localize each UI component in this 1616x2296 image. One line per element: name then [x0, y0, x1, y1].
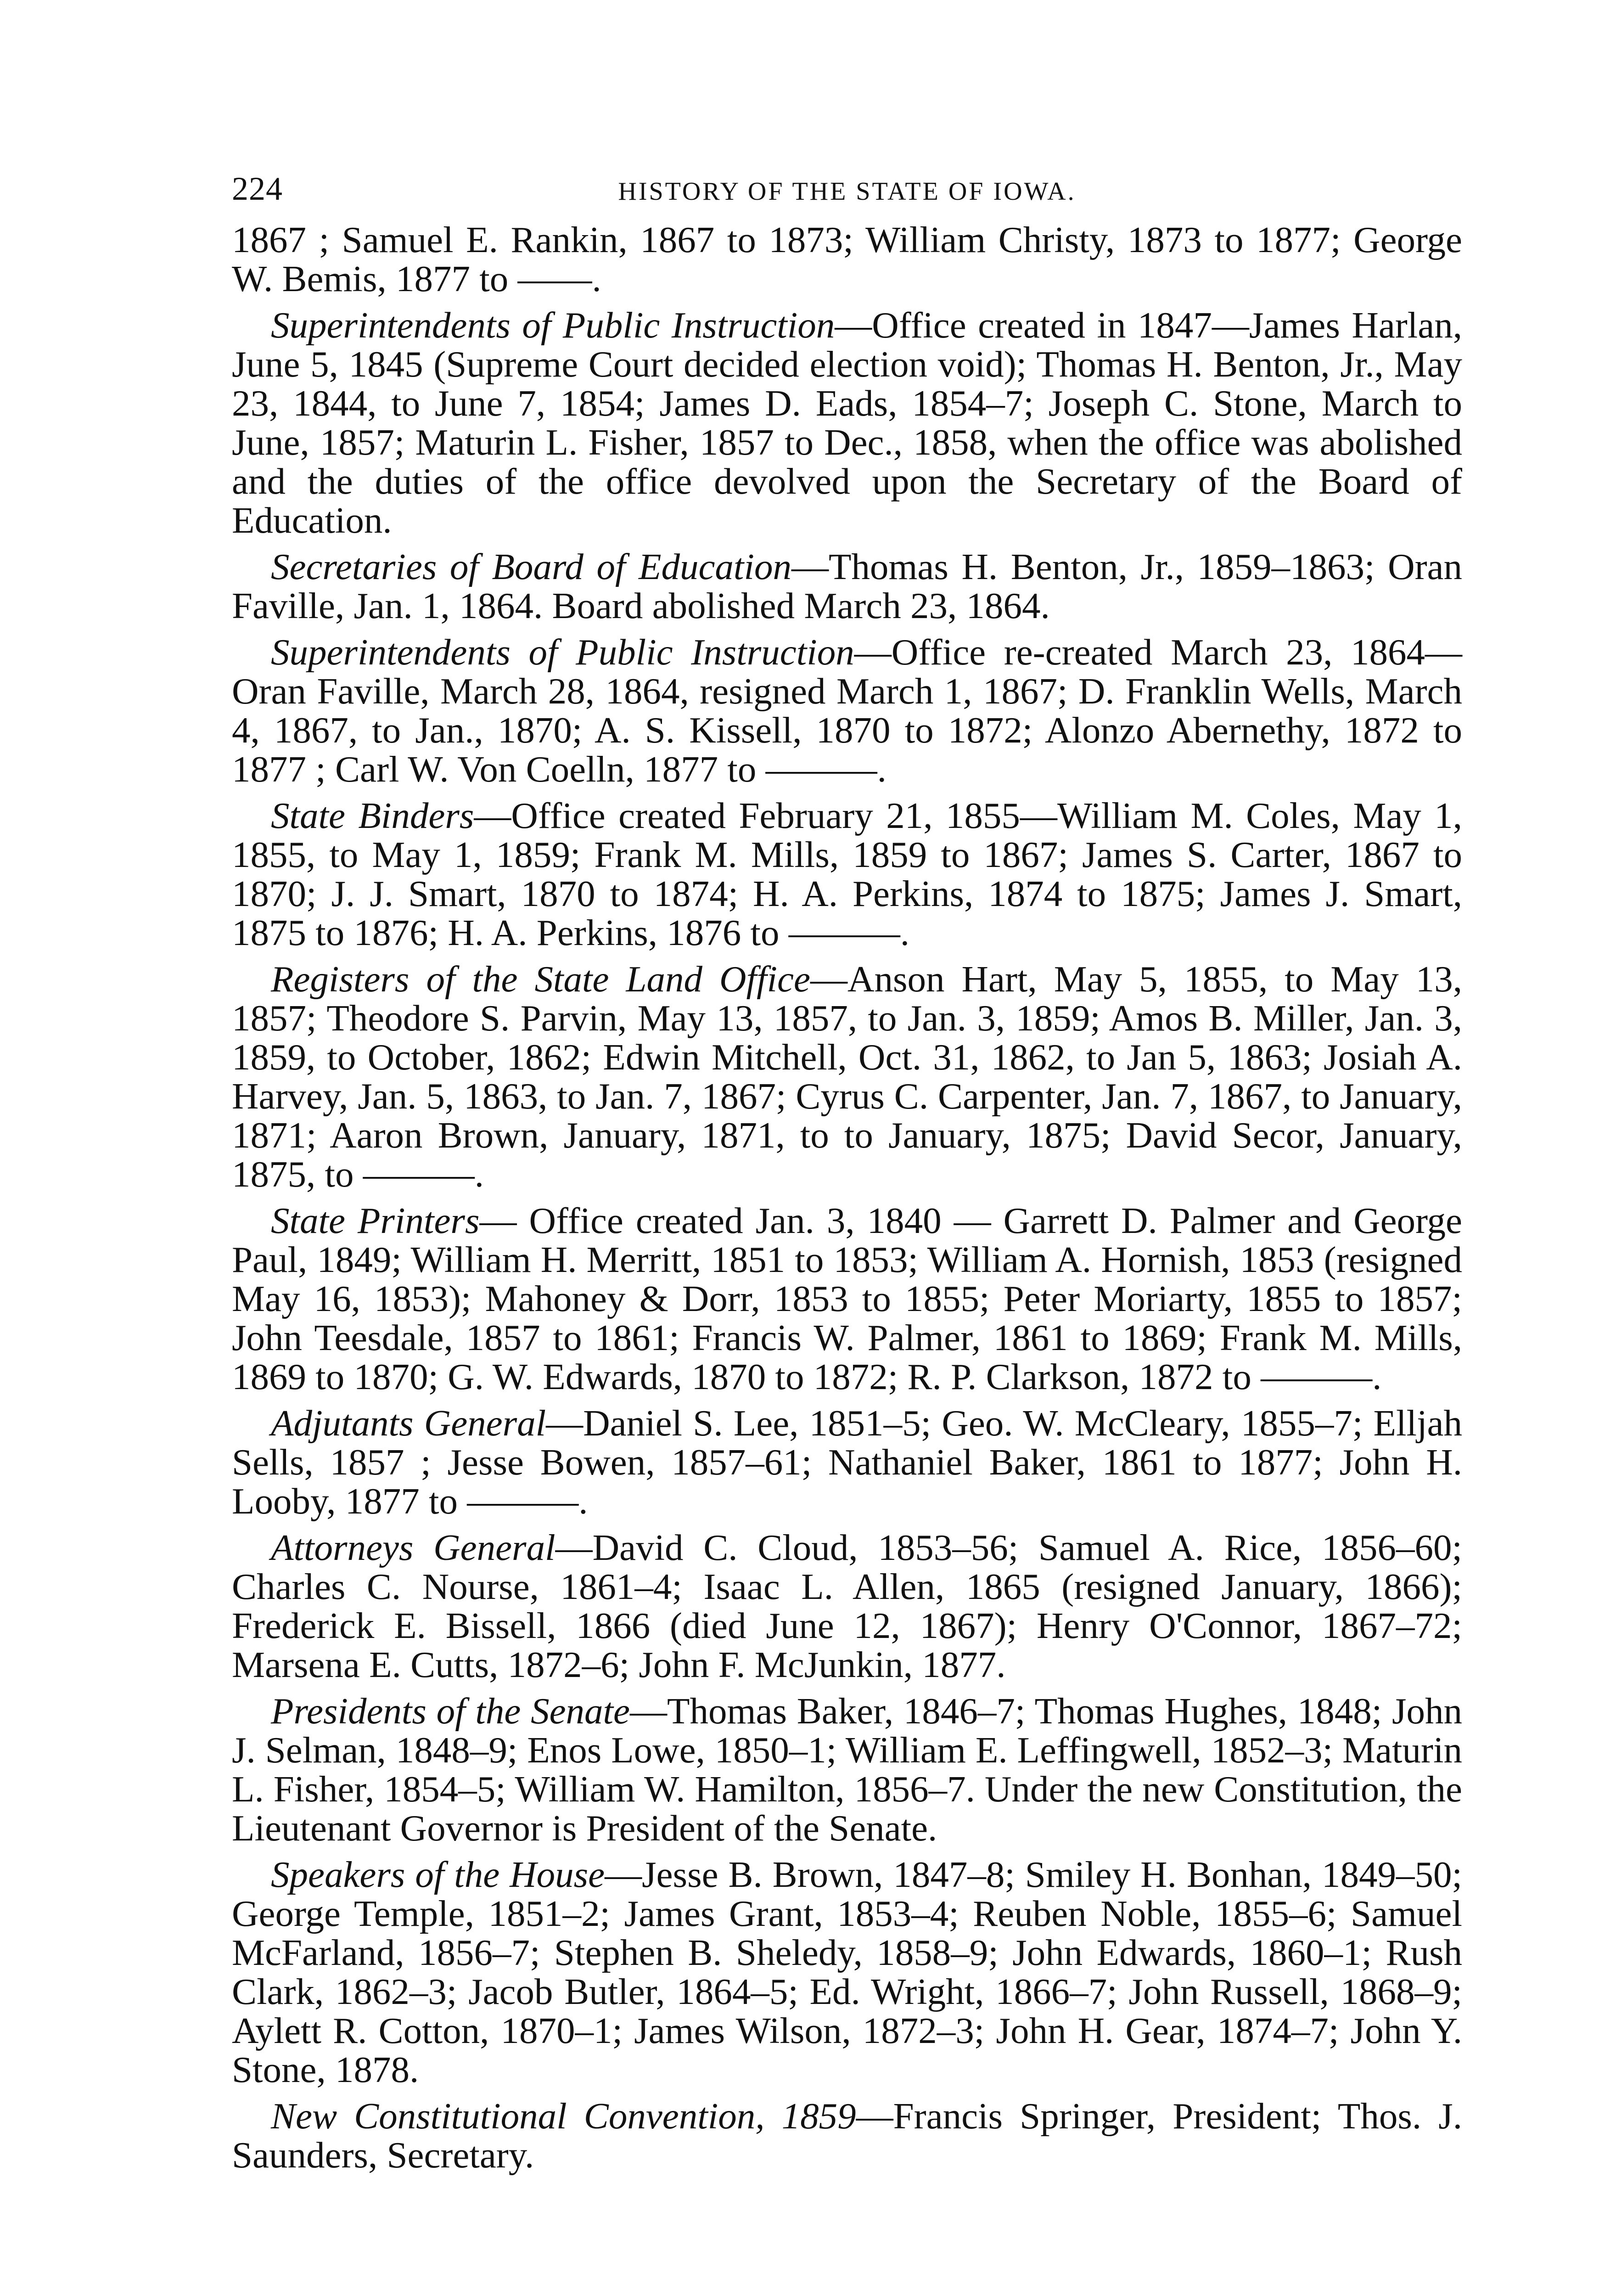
paragraph-heading: Presidents of the Senate: [271, 1690, 630, 1732]
paragraph-heading: Superintendents of Public Instruction: [271, 631, 854, 673]
paragraph-text: —Office re-created March 23, 1864—Oran Faville, March 28, 1864, resigned March 1, 1867; D. Franklin Wells, March 4, 1867, to Jan., 1870; A. S. Kissell, 1870 to 1872; Alonzo Abernethy, 1872 to 1877 ; Carl W. Von Coelln, 1877 to ———.: [232, 631, 1462, 790]
running-head: [232, 152, 1462, 220]
paragraph-text: —Office created in 1847—James Harlan, June 5, 1845 (Supreme Court decided election void); Thomas H. Benton, Jr., May 23, 1844, to June 7, 1854; James D. Eads, 1854–7; Joseph C. Stone, March to June, 1857; Maturin L. Fisher, 1857 to Dec., 1858, when the office was abolished and the duties of the office devolved upon the Secretary of the Board of Education.: [232, 304, 1462, 541]
paragraph-heading: Secretaries of Board of Education: [271, 546, 791, 587]
paragraph-heading: State Binders: [271, 795, 474, 836]
paragraph-continuation: [232, 220, 1462, 298]
document-page: [232, 152, 1462, 2182]
paragraph-text: —Office created February 21, 1855—William M. Coles, May 1, 1855, to May 1, 1859; Frank M. Mills, 1859 to 1867; James S. Carter, 1867 to 1870; J. J. Smart, 1870 to 1874; H. A. Perkins, 1874 to 1875; James J. Smart, 1875 to 1876; H. A. Perkins, 1876 to ———.: [232, 795, 1462, 953]
paragraph-text: —Francis Springer, President; Thos. J. Saunders, Secretary.: [232, 2095, 1462, 2176]
paragraph-state-binders: [232, 796, 1462, 952]
paragraph-heading: State Printers: [271, 1200, 480, 1241]
paragraph-text: —Daniel S. Lee, 1851–5; Geo. W. McCleary, 1855–7; Elljah Sells, 1857 ; Jesse Bowen, 1857–61; Nathaniel Baker, 1861 to 1877; John H. Looby, 1877 to ———.: [232, 1402, 1462, 1522]
paragraph-text: 1867 ; Samuel E. Rankin, 1867 to 1873; William Christy, 1873 to 1877; George W. Bemis, 1877 to ——.: [232, 219, 1462, 299]
paragraph-heading: Speakers of the House: [271, 1854, 605, 1895]
paragraph-text: — Office created Jan. 3, 1840 — Garrett D. Palmer and George Paul, 1849; William H. Merritt, 1851 to 1853; William A. Hornish, 1853 (resigned May 16, 1853); Mahoney & Dorr, 1853 to 1855; Peter Moriarty, 1855 to 1857; John Teesdale, 1857 to 1861; Francis W. Palmer, 1861 to 1869; Frank M. Mills, 1869 to 1870; G. W. Edwards, 1870 to 1872; R. P. Clarkson, 1872 to ———.: [232, 1200, 1462, 1397]
paragraph-adjutants-general: [232, 1404, 1462, 1521]
paragraph-secretaries-board: [232, 547, 1462, 625]
paragraph-superintendents-1847: [232, 306, 1462, 540]
paragraph-text: —David C. Cloud, 1853–56; Samuel A. Rice, 1856–60; Charles C. Nourse, 1861–4; Isaac L. Allen, 1865 (resigned January, 1866); Frederick E. Bissell, 1866 (died June 12, 1867); Henry O'Connor, 1867–72; Marsena E. Cutts, 1872–6; John F. McJunkin, 1877.: [232, 1527, 1462, 1685]
paragraph-text: —Jesse B. Brown, 1847–8; Smiley H. Bonhan, 1849–50; George Temple, 1851–2; James Grant, 1853–4; Reuben Noble, 1855–6; Samuel McFarland, 1856–7; Stephen B. Sheledy, 1858–9; John Edwards, 1860–1; Rush Clark, 1862–3; Jacob Butler, 1864–5; Ed. Wright, 1866–7; John Russell, 1868–9; Aylett R. Cotton, 1870–1; James Wilson, 1872–3; John H. Gear, 1874–7; John Y. Stone, 1878.: [232, 1854, 1462, 2090]
paragraph-heading: Superintendents of Public Instruction: [271, 304, 835, 346]
paragraph-text: —Anson Hart, May 5, 1855, to May 13, 1857; Theodore S. Parvin, May 13, 1857, to Jan. 3, 1859; Amos B. Miller, Jan. 3, 1859, to October, 1862; Edwin Mitchell, Oct. 31, 1862, to Jan 5, 1863; Josiah A. Harvey, Jan. 5, 1863, to Jan. 7, 1867; Cyrus C. Carpenter, Jan. 7, 1867, to January, 1871; Aaron Brown, January, 1871, to to January, 1875; David Secor, January, 1875, to ———.: [232, 958, 1462, 1195]
paragraph-heading: New Constitutional Convention, 1859: [271, 2095, 856, 2137]
paragraph-heading: Adjutants General: [271, 1402, 546, 1444]
paragraph-superintendents-1864: [232, 633, 1462, 789]
body-text: [232, 220, 1462, 2175]
paragraph-text: —Thomas H. Benton, Jr., 1859–1863; Oran Faville, Jan. 1, 1864. Board abolished March 23, 1864.: [232, 546, 1462, 626]
paragraph-senate-presidents: [232, 1692, 1462, 1848]
paragraph-land-office: [232, 960, 1462, 1194]
running-title: HISTORY OF THE STATE OF IOWA.: [618, 177, 1076, 206]
paragraph-house-speakers: [232, 1855, 1462, 2089]
paragraph-heading: Registers of the State Land Office: [271, 958, 810, 1000]
paragraph-heading: Attorneys General: [271, 1527, 556, 1568]
paragraph-attorneys-general: [232, 1528, 1462, 1684]
paragraph-constitutional-convention: [232, 2097, 1462, 2175]
page-number: 224: [232, 170, 283, 207]
paragraph-state-printers: [232, 1201, 1462, 1396]
paragraph-text: —Thomas Baker, 1846–7; Thomas Hughes, 1848; John J. Selman, 1848–9; Enos Lowe, 1850–1; William E. Leffingwell, 1852–3; Maturin L. Fisher, 1854–5; William W. Hamilton, 1856–7. Under the new Constitution, the Lieutenant Governor is President of the Senate.: [232, 1690, 1462, 1849]
